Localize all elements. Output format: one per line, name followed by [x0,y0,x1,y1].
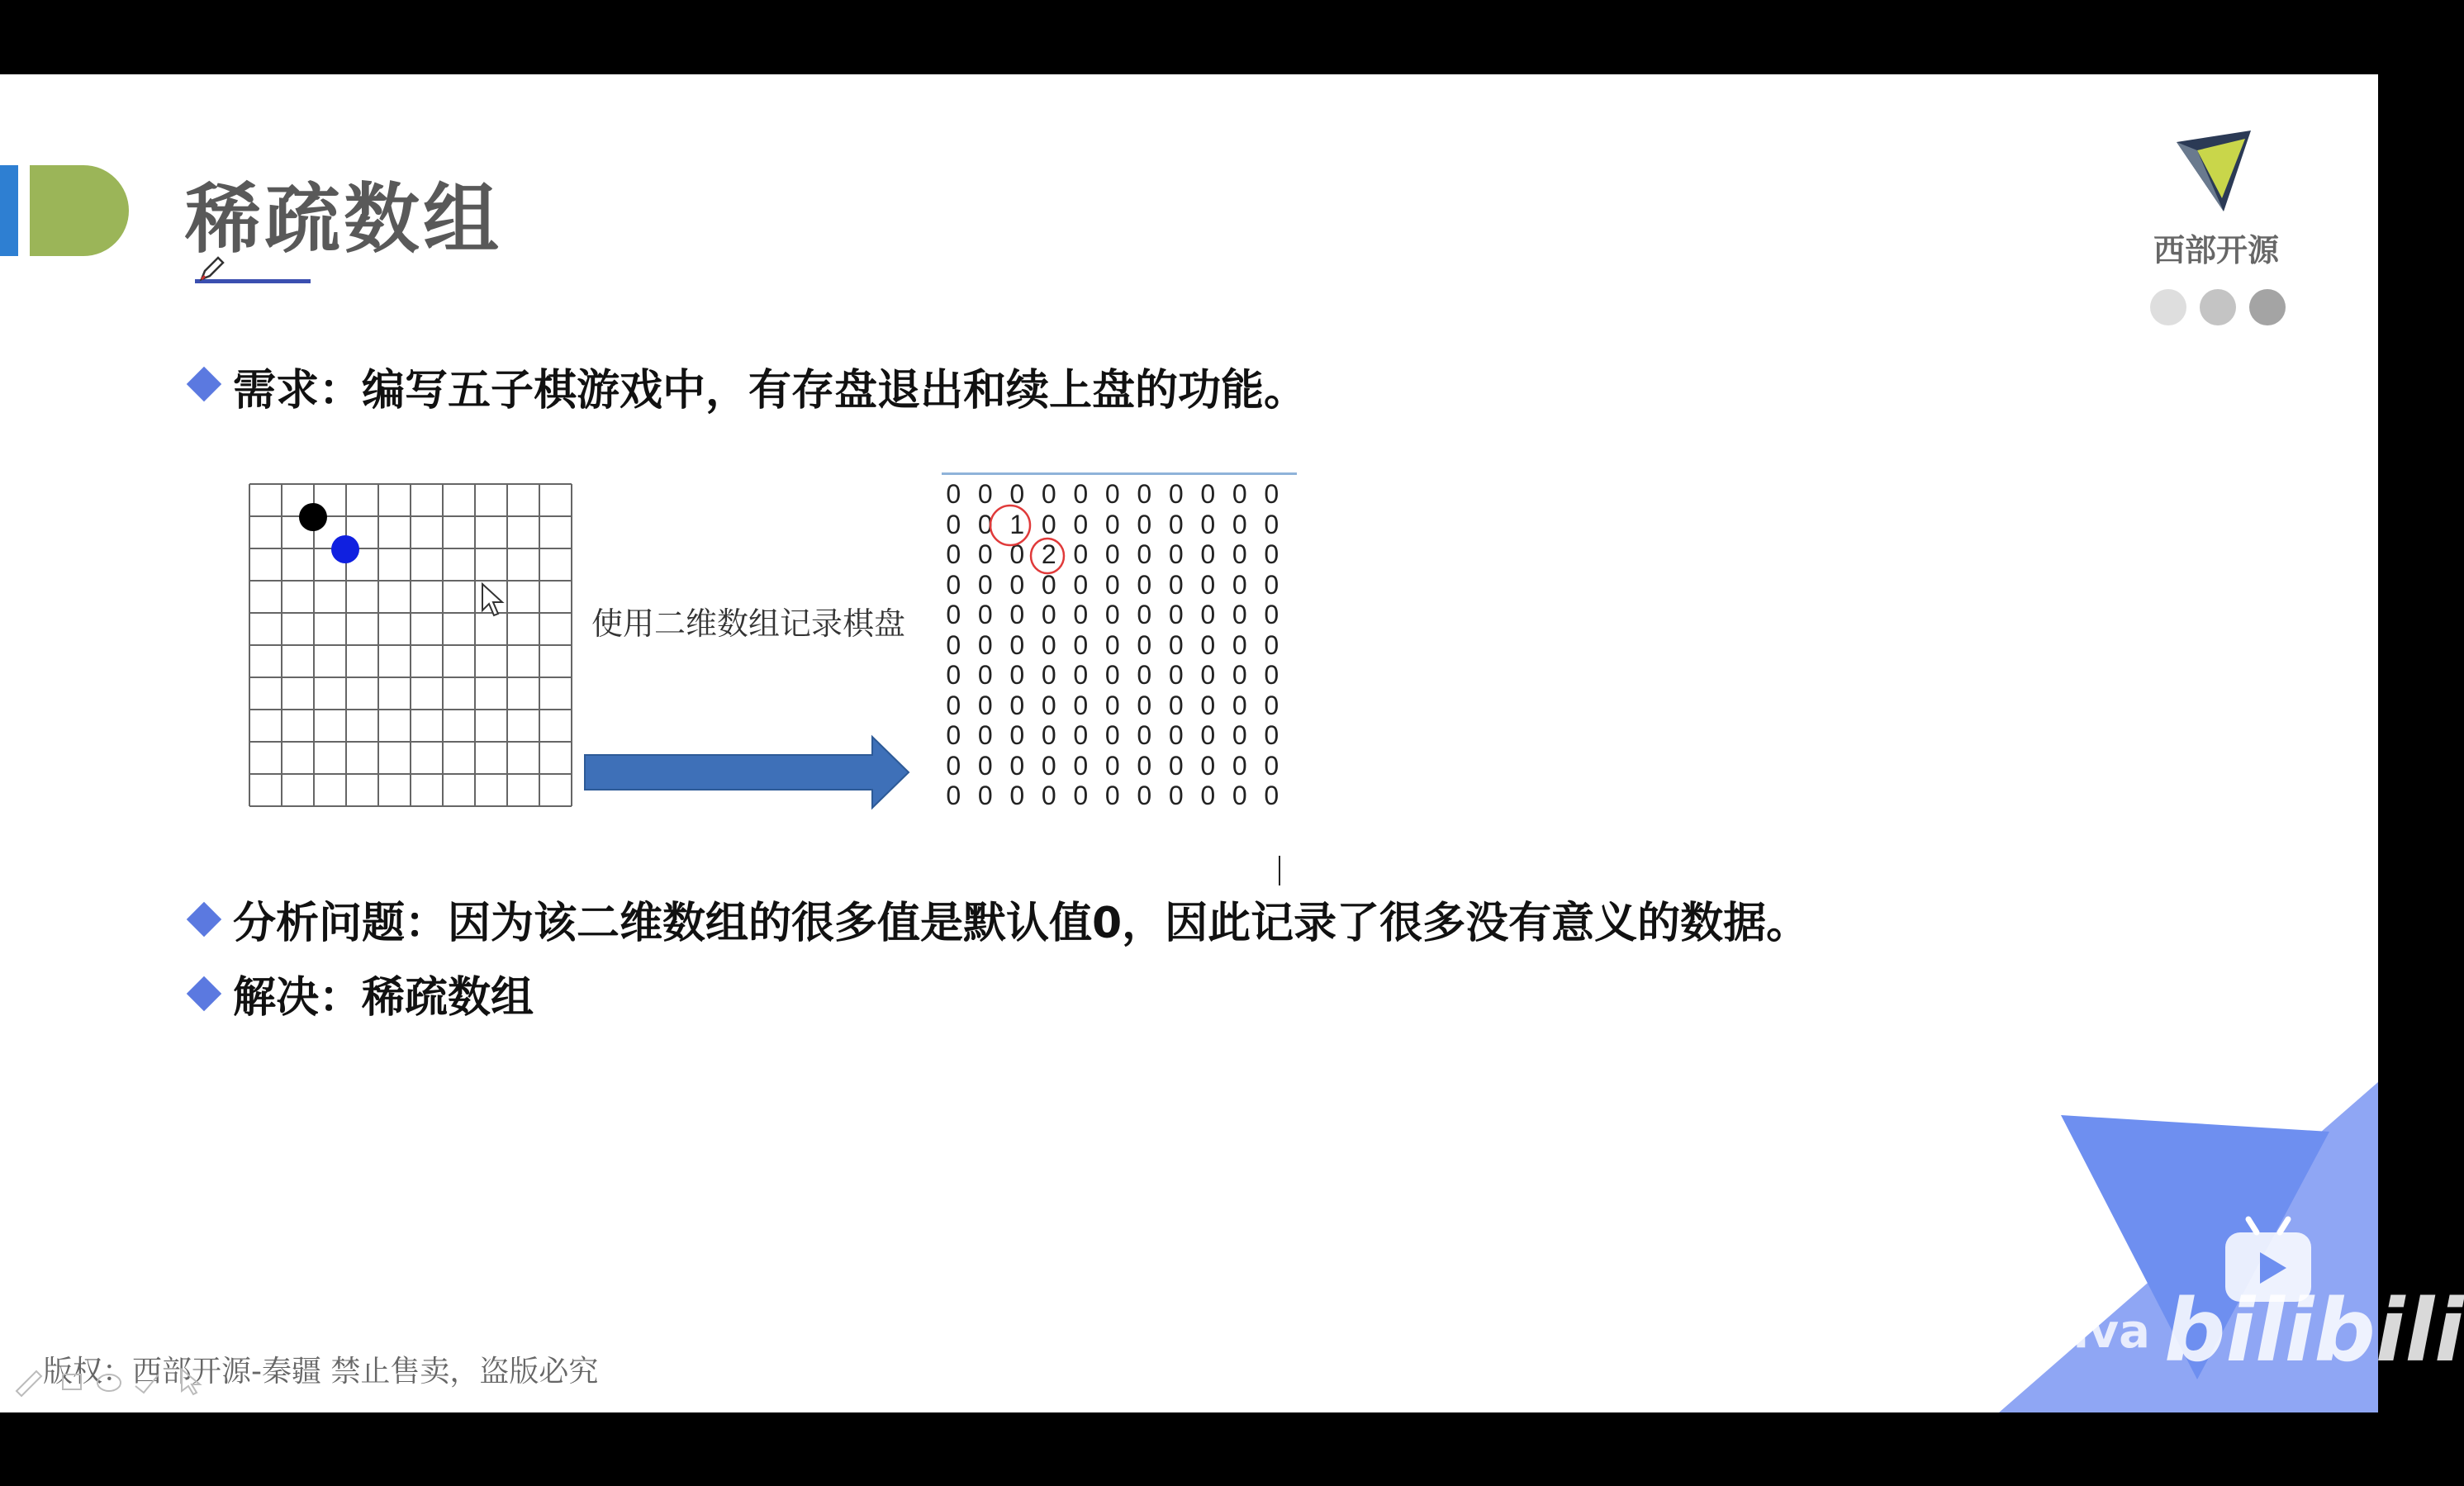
matrix-cell: 0 [1264,569,1279,600]
matrix-cell: 0 [1168,539,1184,569]
matrix-cell: 0 [1104,569,1120,600]
matrix-cell: 0 [1041,569,1056,600]
matrix-cell: 0 [1041,720,1056,750]
matrix-cell: 0 [1137,720,1152,750]
matrix-cell: 0 [946,479,961,509]
matrix-row [938,600,1288,630]
matrix-cell: 0 [1009,750,1025,781]
matrix-cell: 0 [1073,569,1089,600]
matrix-cell: 0 [1137,781,1152,810]
matrix-cell: 0 [1104,690,1120,720]
matrix-cell: 0 [1200,750,1216,781]
matrix-row [938,570,1288,601]
matrix-cell: 0 [1232,629,1247,660]
matrix-cell: 0 [1104,781,1120,810]
text-caret [1279,856,1280,885]
pagination-dot-3 [2249,289,2286,325]
matrix-cell: 0 [1009,600,1025,629]
matrix-row [938,660,1288,691]
matrix-cell: 0 [1073,539,1089,569]
matrix-cell: 0 [1264,690,1279,720]
matrix-row [938,781,1288,811]
matrix-cell: 0 [1264,781,1279,810]
pagination-dot-2 [2200,289,2236,325]
matrix-cell: 0 [1104,479,1120,509]
solution-bullet: 解决：稀疏数组 [233,973,534,1023]
matrix-cell: 0 [1041,781,1056,810]
matrix-row [938,751,1288,781]
matrix-cell: 0 [1137,690,1152,720]
pen-icon [198,254,226,282]
arrow-caption: 使用二维数组记录棋盘 [591,605,906,642]
bullet-diamond-icon [187,902,221,937]
matrix-cell: 0 [1009,660,1025,690]
copyright-footer: 版权：西部开源-秦疆 禁止售卖，盗版必究 [43,1355,599,1389]
matrix-row [938,691,1288,721]
matrix-cell: 0 [1200,660,1216,690]
logo-text: 西部开源 [2153,232,2280,268]
matrix-cell: 0 [1200,600,1216,629]
matrix-cell: 0 [977,690,993,720]
matrix-cell: 0 [1168,600,1184,629]
matrix-cell: 0 [1232,569,1247,600]
watermark-partial-text: Java [2040,1305,2150,1359]
matrix-cell: 0 [946,600,961,629]
matrix-cell: 0 [946,569,961,600]
matrix-cell: 0 [1168,720,1184,750]
slide-title: 稀疏数组 [185,175,503,263]
matrix-cell: 0 [1137,660,1152,690]
bullet-diamond-icon [187,976,221,1011]
matrix-cell: 0 [1104,539,1120,569]
circled-two-mark [1028,535,1067,577]
matrix-cell: 0 [1041,690,1056,720]
title-accent-blue-bar [0,165,18,256]
matrix-cell: 0 [1073,781,1089,810]
matrix-cell: 0 [946,509,961,539]
requirement-bullet: 需求：编写五子棋游戏中，有存盘退出和续上盘的功能。 [233,366,1308,415]
matrix-cell: 0 [1137,509,1152,539]
matrix-cell: 0 [1168,629,1184,660]
matrix-cell: 0 [1137,600,1152,629]
matrix-cell: 0 [946,629,961,660]
cursor-icon [481,582,506,617]
matrix-cell: 0 [1137,569,1152,600]
matrix-cell: 0 [1200,479,1216,509]
gomoku-board [248,482,568,806]
matrix-cell: 0 [1137,479,1152,509]
title-accent-green-tab [30,165,129,256]
matrix-cell: 0 [1104,720,1120,750]
matrix-cell: 0 [1073,629,1089,660]
bilibili-watermark: bilibili [2164,1280,2464,1381]
matrix-cell: 0 [1041,509,1056,539]
matrix-cell: 0 [1073,690,1089,720]
matrix-cell: 0 [1137,539,1152,569]
matrix-cell: 0 [1200,539,1216,569]
matrix-cell: 0 [1264,750,1279,781]
matrix-cell: 0 [1264,479,1279,509]
matrix-cell: 0 [1168,509,1184,539]
matrix-cell: 0 [1264,629,1279,660]
matrix-cell: 0 [1232,690,1247,720]
matrix-cell: 0 [1264,600,1279,629]
matrix-cell: 0 [1073,600,1089,629]
matrix-cell: 0 [946,720,961,750]
matrix-cell: 0 [1168,781,1184,810]
matrix-cell: 0 [1073,750,1089,781]
matrix-row [938,720,1288,751]
matrix-cell: 0 [977,569,993,600]
matrix-cell: 0 [1232,660,1247,690]
matrix-cell: 0 [1232,750,1247,781]
matrix-cell: 0 [1009,720,1025,750]
matrix-cell: 0 [977,660,993,690]
matrix-cell: 0 [1073,720,1089,750]
matrix-cell: 0 [977,720,993,750]
matrix-cell: 0 [1232,509,1247,539]
blue-stone [331,535,359,563]
matrix-cell: 0 [946,781,961,810]
matrix-cell: 0 [1232,479,1247,509]
black-stone [299,503,327,531]
matrix-cell: 0 [1073,479,1089,509]
matrix-cell: 0 [1009,479,1025,509]
matrix-cell: 0 [1232,781,1247,810]
matrix-cell: 0 [946,539,961,569]
matrix-cell: 0 [1200,569,1216,600]
matrix-cell: 0 [1009,629,1025,660]
pagination-dot-1 [2150,289,2186,325]
matrix-cell: 0 [1200,629,1216,660]
matrix-cell: 0 [1009,690,1025,720]
matrix-cell: 0 [946,660,961,690]
matrix-cell: 0 [1104,509,1120,539]
matrix-cell: 0 [977,781,993,810]
matrix-cell: 0 [1104,660,1120,690]
matrix-cell: 1 [1009,509,1025,539]
bullet-diamond-icon [187,367,221,401]
matrix-cell: 0 [1009,569,1025,600]
matrix-cell: 0 [1232,539,1247,569]
matrix-cell: 0 [1264,720,1279,750]
matrix-cell: 0 [1041,750,1056,781]
matrix-cell: 0 [1232,720,1247,750]
matrix-cell: 0 [1041,600,1056,629]
matrix-cell: 0 [1168,690,1184,720]
annotation-toolbar-icons [12,1363,202,1396]
matrix-cell: 0 [977,600,993,629]
matrix-cell: 0 [1168,569,1184,600]
matrix-cell: 0 [977,539,993,569]
matrix-cell: 0 [1041,479,1056,509]
matrix-cell: 0 [1200,781,1216,810]
matrix-row [938,630,1288,661]
matrix-cell: 0 [946,690,961,720]
logo-icon [2172,127,2255,218]
matrix-cell: 0 [1104,750,1120,781]
matrix-cell: 0 [1009,781,1025,810]
matrix-cell: 0 [1168,750,1184,781]
matrix-cell: 0 [1073,660,1089,690]
matrix-cell: 0 [1073,509,1089,539]
matrix-cell: 0 [1264,660,1279,690]
matrix-cell: 0 [1264,539,1279,569]
analysis-bullet: 分析问题：因为该二维数组的很多值是默认值0，因此记录了很多没有意义的数据。 [233,899,1810,948]
matrix-cell: 0 [1264,509,1279,539]
matrix-cell: 0 [1200,720,1216,750]
matrix-top-line [942,472,1297,475]
matrix-cell: 0 [946,750,961,781]
matrix-cell: 0 [1041,629,1056,660]
matrix-cell: 0 [1009,539,1025,569]
slide [0,74,2464,1412]
matrix-cell: 0 [1137,750,1152,781]
matrix-cell: 0 [1200,509,1216,539]
matrix-cell: 0 [1168,660,1184,690]
matrix-cell: 0 [1168,479,1184,509]
matrix-cell: 0 [977,629,993,660]
right-arrow-icon [583,735,910,809]
matrix-cell: 0 [977,750,993,781]
matrix-cell: 0 [1200,690,1216,720]
matrix-cell: 0 [1104,629,1120,660]
matrix-cell: 0 [1041,660,1056,690]
matrix-cell: 0 [977,509,993,539]
matrix-cell: 0 [1104,600,1120,629]
matrix-cell: 0 [1137,629,1152,660]
matrix-cell: 0 [1232,600,1247,629]
matrix-cell: 0 [977,479,993,509]
matrix-cell: 2 [1041,539,1056,569]
